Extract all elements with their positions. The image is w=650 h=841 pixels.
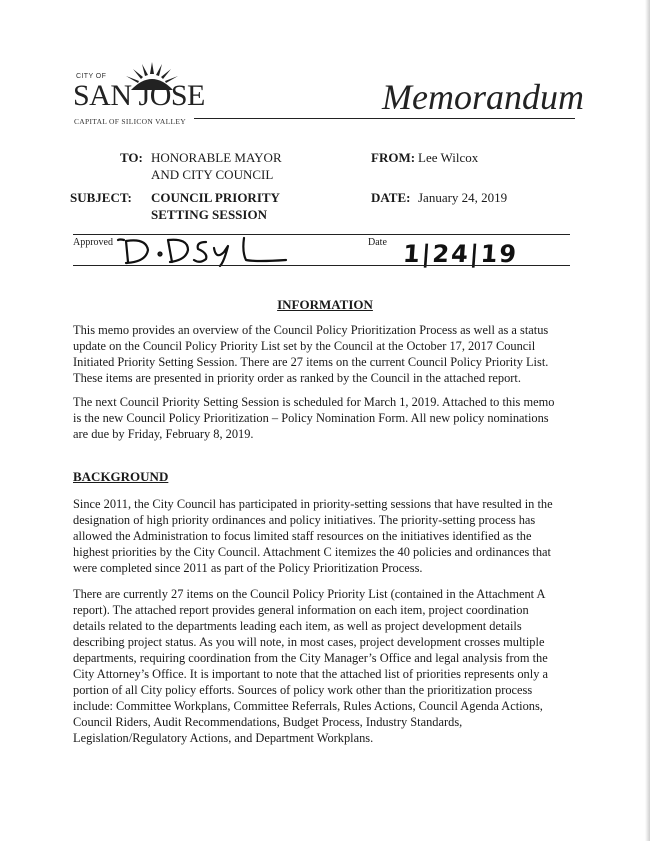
from-label: FROM: <box>371 150 416 165</box>
approval-bottom-rule <box>73 265 570 266</box>
logo-tagline: CAPITAL OF SILICON VALLEY <box>74 117 186 126</box>
subject-line-1: COUNCIL PRIORITY <box>151 190 280 205</box>
to-value <box>151 149 282 183</box>
approved-label: Approved <box>73 237 113 248</box>
paragraph-line: report). The attached report provides general information on each item, project coordination <box>73 603 529 617</box>
logo-city-name: SAN JOSE <box>73 79 205 112</box>
paragraph-line: Initiated Priority Setting Session. There are 27 items on the current Council Policy Priority List. <box>73 355 549 369</box>
to-line-2: AND CITY COUNCIL <box>151 167 274 182</box>
paragraph-line: portion of all City policy efforts. Sources of policy work other than the prioritization process <box>73 683 533 697</box>
paragraph-line: These items are presented in priority order as ranked by the Council in the attached report. <box>73 371 521 385</box>
logo-city-of: CITY OF <box>76 73 107 80</box>
approval-date-label: Date <box>368 237 387 248</box>
to-label: TO: <box>120 150 143 165</box>
paragraph-line: highest priorities by the City Council. Attachment C itemizes the 40 policies and ordinances that <box>73 545 551 559</box>
paragraph-line: The next Council Priority Setting Session is scheduled for March 1, 2019. Attached to this memo <box>73 395 555 409</box>
paragraph-line: departments, requiring coordination from the City Manager’s Office and legal analysis from the <box>73 651 548 665</box>
from-value: Lee Wilcox <box>418 150 479 165</box>
background-paragraph-2 <box>73 586 583 746</box>
subject-value <box>151 189 280 223</box>
information-paragraph-2 <box>73 394 583 442</box>
paragraph-line: allowed the Administration to focus limited staff resources on the initiatives identified as the <box>73 529 532 543</box>
paragraph-line: is the new Council Policy Prioritization – Policy Nomination Form. All new policy nominations <box>73 411 549 425</box>
paragraph-line: This memo provides an overview of the Council Policy Prioritization Process as well as a status <box>73 323 549 337</box>
paragraph-line: City Attorney’s Office. It is important to note that the attached list of priorities represents only a <box>73 667 548 681</box>
paragraph-line: are due by Friday, February 8, 2019. <box>73 427 254 441</box>
background-paragraph-1 <box>73 496 583 576</box>
paragraph-line: details related to the departments leading each item, as well as project development details <box>73 619 522 633</box>
signature-image <box>116 232 291 268</box>
header-divider <box>194 118 575 119</box>
paragraph-line: describing project status. As you will note, in most cases, project development crosses multiple <box>73 635 545 649</box>
scan-edge-shadow <box>645 0 650 841</box>
paragraph-line: were completed since 2011 as part of the Policy Prioritization Process. <box>73 561 423 575</box>
paragraph-line: Since 2011, the City Council has participated in priority-setting sessions that have resulted in the <box>73 497 553 511</box>
information-paragraph-1 <box>73 322 583 386</box>
information-heading: INFORMATION <box>277 297 373 312</box>
paragraph-line: update on the Council Policy Priority List set by the Council at the October 17, 2017 Council <box>73 339 536 353</box>
background-heading: BACKGROUND <box>73 469 169 484</box>
memorandum-title: Memorandum <box>382 77 584 117</box>
to-line-1: HONORABLE MAYOR <box>151 150 282 165</box>
date-value: January 24, 2019 <box>418 190 508 205</box>
subject-label: SUBJECT: <box>70 190 132 205</box>
paragraph-line: designation of high priority ordinances and policy initiatives. The priority-setting process has <box>73 513 536 527</box>
paragraph-line: include: Committee Workplans, Committee Referrals, Rules Actions, Council Agenda Actions, <box>73 699 543 713</box>
paragraph-line: There are currently 27 items on the Council Policy Priority List (contained in the Attachment A <box>73 587 546 601</box>
date-label: DATE: <box>371 190 411 205</box>
paragraph-line: Council Riders, Audit Recommendations, Budget Process, Industry Standards, <box>73 715 463 729</box>
subject-line-2: SETTING SESSION <box>151 207 267 222</box>
paragraph-line: Legislation/Regulatory Actions, and Department Workplans. <box>73 731 374 745</box>
handwritten-date: 1|24|19 <box>402 240 520 268</box>
